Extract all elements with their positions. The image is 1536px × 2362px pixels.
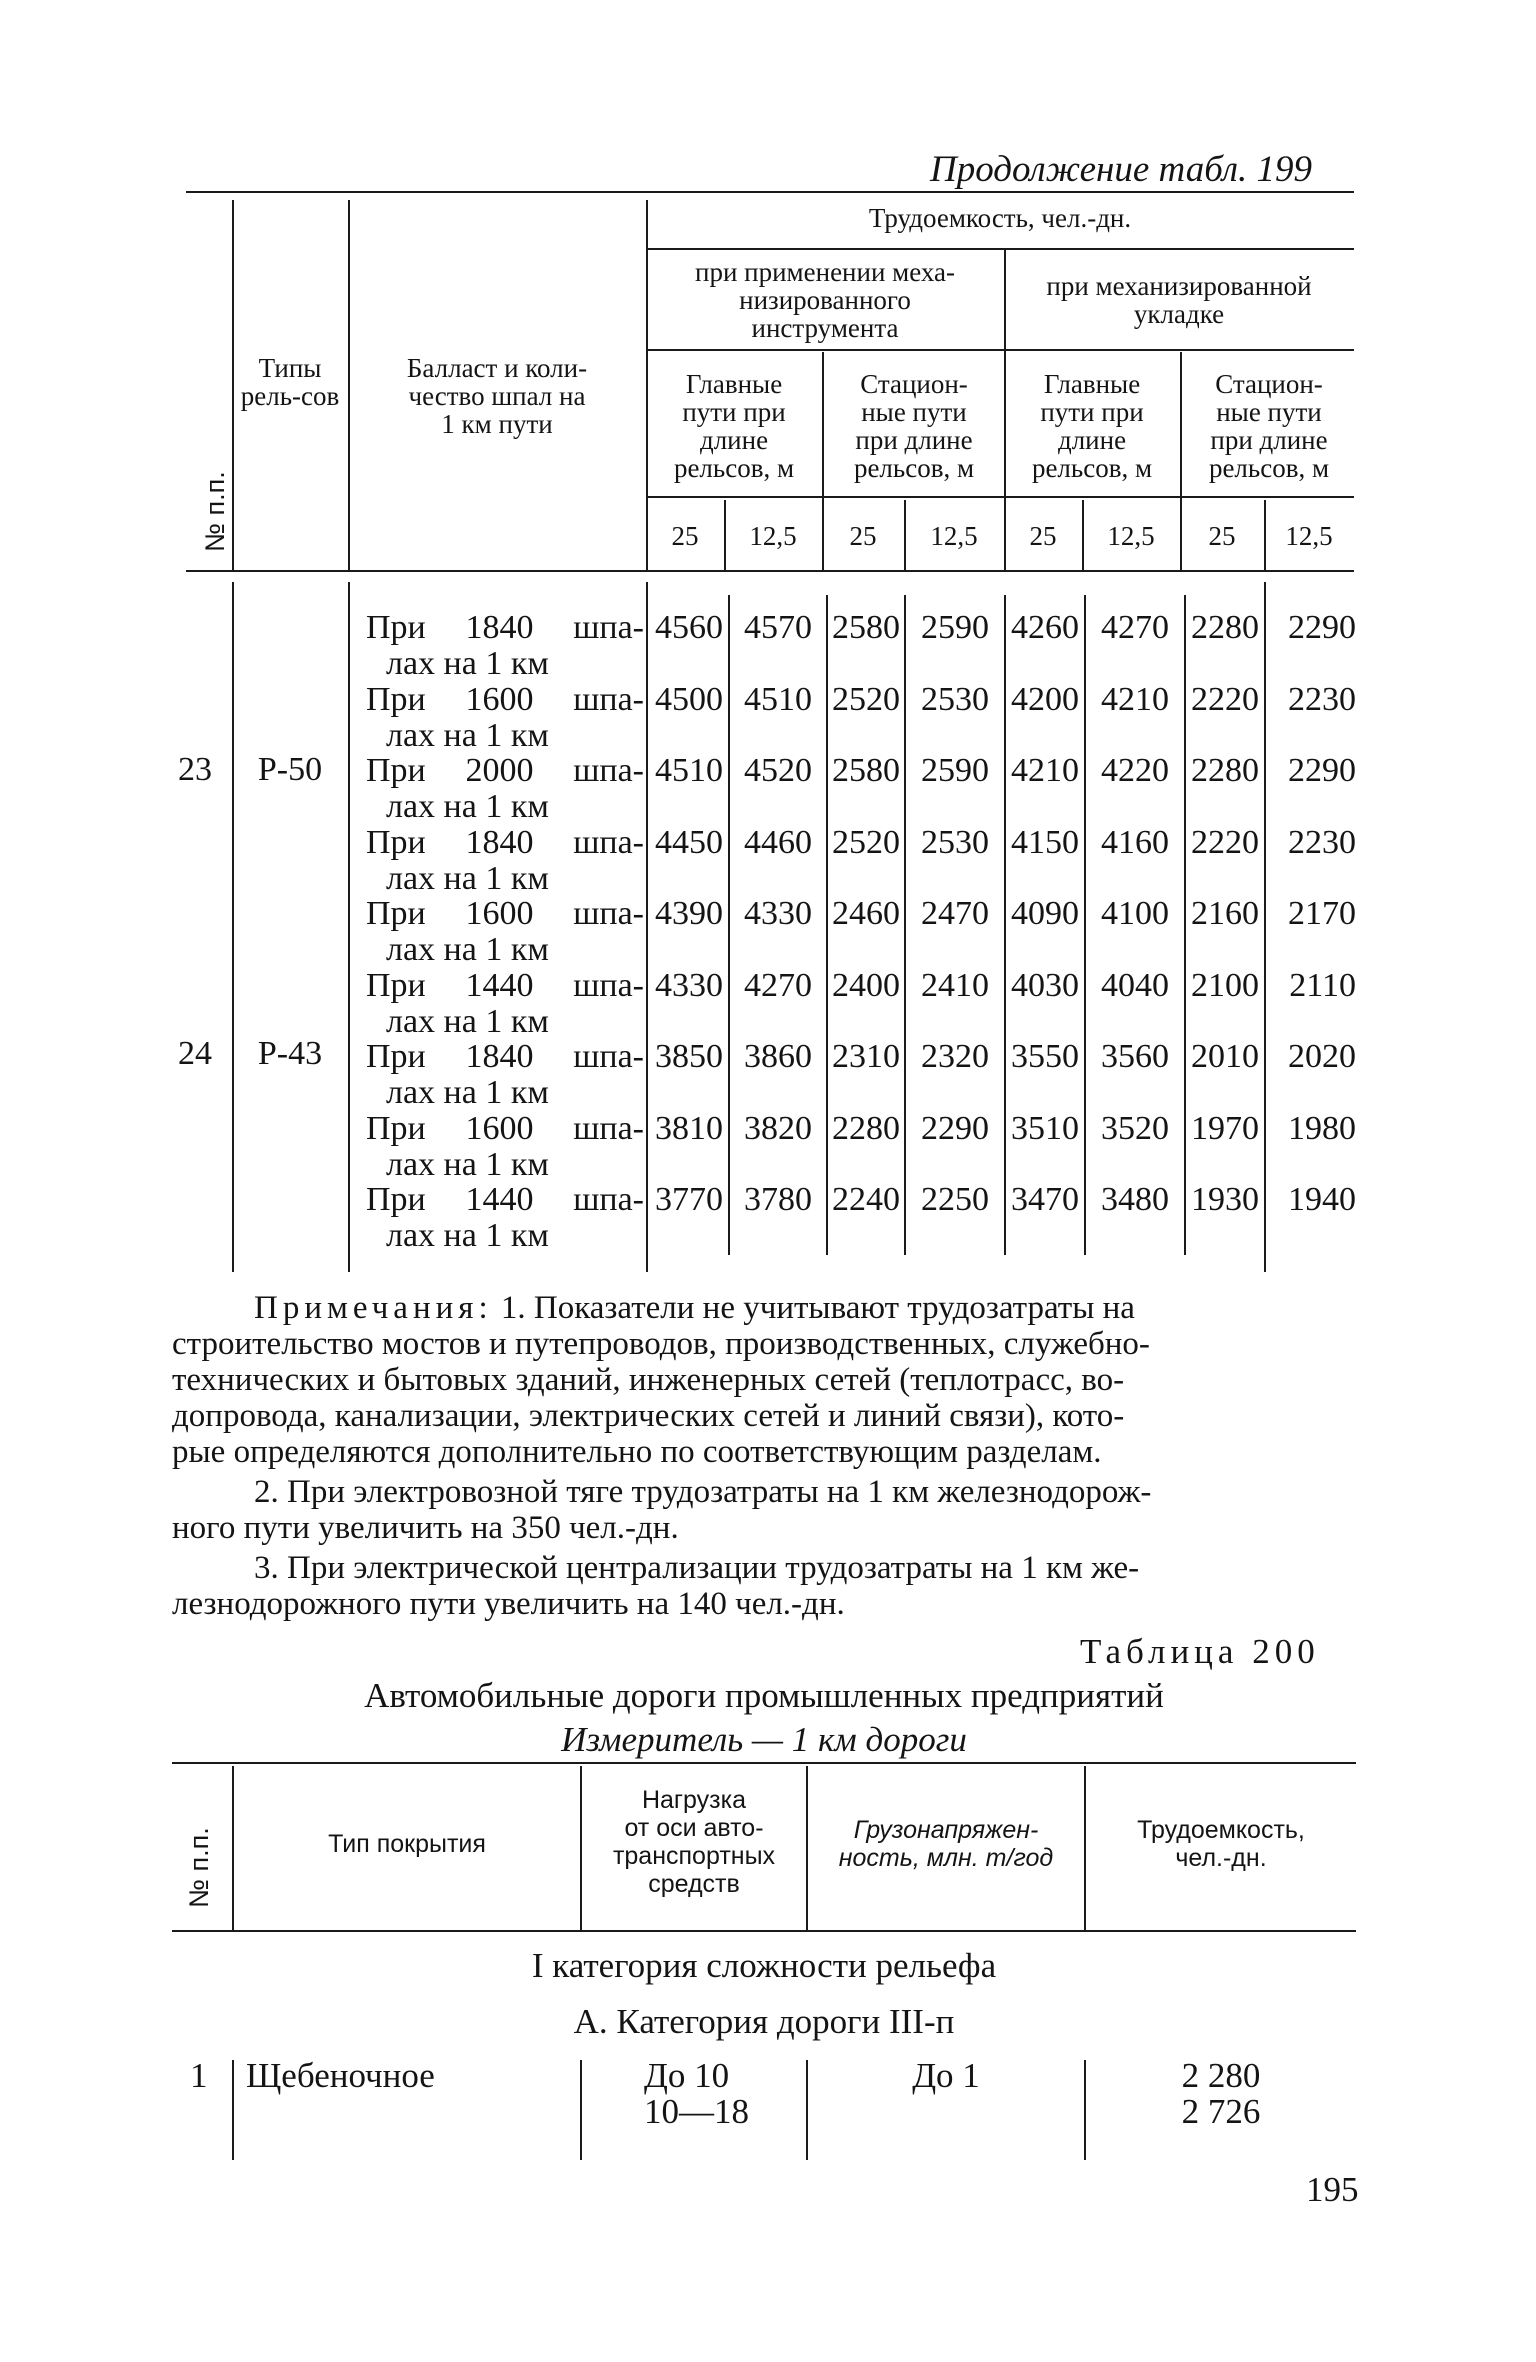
table-cell: 4210 [1101, 680, 1169, 718]
mt1-line-3: длине [699, 425, 769, 455]
t200-header-bottom-rule [172, 1930, 1356, 1932]
table-cell: 3470 [1011, 1181, 1079, 1218]
group1-line-3: инструмента [751, 313, 899, 343]
t200-row-num: 1 [190, 2056, 208, 2095]
t200-cargo-header [808, 1816, 1084, 1872]
note-1-line-3: допровода, канализации, электрических сетей и линий связи), кото- [172, 1398, 1125, 1434]
load-line-1: Нагрузка [641, 1786, 747, 1814]
header-bottom-rule [186, 570, 1354, 572]
ballast-line-2: лах на 1 км [386, 788, 549, 825]
table-cell: 2290 [1288, 609, 1356, 646]
v-body-1 [232, 582, 234, 1272]
note-1-text: 1. Показатели не учитывают трудозатраты на [500, 1290, 1135, 1326]
header-rule-1 [646, 248, 1354, 250]
mt1-line-4: рельсов, м [673, 453, 795, 483]
note-1-line-2: технических и бытовых зданий, инженерных сетей (теплотрасс, во- [172, 1362, 1125, 1398]
ballast-line-1: Балласт и коли- [406, 353, 588, 383]
note-1-line-1: строительство мостов и путепроводов, производственных, служебно- [172, 1326, 1150, 1362]
mt2-line-4: рельсов, м [1031, 453, 1153, 483]
len-8: 12,5 [1285, 521, 1333, 551]
ballast-cell [366, 896, 644, 968]
table-cell: 4330 [655, 966, 723, 1004]
notes-label: Примечания: [254, 1290, 493, 1326]
load-line-2: от оси авто- [624, 1814, 764, 1842]
table-200-title: Автомобильные дороги промышленных предприятий [364, 1676, 1164, 1715]
note-2-line-2: ного пути увеличить на 350 чел.-дн. [172, 1510, 679, 1546]
ballast-line-3: 1 км пути [441, 409, 553, 439]
mt1-line-2: пути при [682, 397, 786, 427]
table-cell: 2280 [1191, 752, 1259, 789]
table-cell: 3560 [1101, 1038, 1169, 1075]
ballast-line-1: При 1600 шпа- [366, 895, 644, 932]
len-2: 12,5 [749, 521, 797, 551]
st1-line-3: при длине [855, 425, 973, 455]
ballast-line-1: При 1600 шпа- [366, 1109, 644, 1147]
mt2-line-3: длине [1057, 425, 1127, 455]
t200-load-header [582, 1786, 806, 1898]
continuation-title: Продолжение табл. 199 [930, 149, 1313, 190]
ballast-line-2: лах на 1 км [386, 716, 549, 754]
table-cell: 4150 [1011, 823, 1079, 861]
st2-line-1: Стацион- [1215, 369, 1323, 399]
table-cell: 2280 [832, 1109, 900, 1147]
t200-row-coating: Щебеночное [246, 2056, 435, 2095]
table-cell: 2010 [1191, 1038, 1259, 1075]
ballast-line-1: При 1440 шпа- [366, 1181, 644, 1218]
table-cell: 1970 [1191, 1109, 1259, 1147]
table-cell: 2400 [832, 966, 900, 1004]
st2-line-3: при длине [1210, 425, 1328, 455]
ballast-line-2: лах на 1 км [386, 1074, 549, 1111]
table-cell: 4030 [1011, 966, 1079, 1004]
table-cell: 4270 [744, 966, 812, 1004]
len-1: 25 [671, 521, 699, 551]
table-cell: 4200 [1011, 680, 1079, 718]
page-number: 195 [1306, 2170, 1359, 2209]
cargo-line-2: ность, млн. т/год [838, 1844, 1054, 1872]
note-3-line-1: 3. При электрической централизации трудозатраты на 1 км же- [254, 1550, 1140, 1586]
ballast-line-1: При 2000 шпа- [366, 752, 644, 789]
station-tracks-header-2 [1184, 370, 1354, 482]
group-mechanized-tools [646, 258, 1004, 342]
len-4: 12,5 [930, 521, 978, 551]
len-5: 25 [1029, 521, 1057, 551]
table-cell: 3770 [655, 1181, 723, 1218]
ballast-line-1: При 1840 шпа- [366, 609, 644, 646]
ballast-cell [366, 968, 644, 1040]
col-ballast-header [350, 354, 644, 438]
header-rule-2 [646, 349, 1354, 351]
ballast-cell [366, 610, 644, 682]
table-cell: 3860 [744, 1038, 812, 1075]
group2-line-2: укладке [1133, 299, 1225, 329]
ballast-line-2: лах на 1 км [386, 1145, 549, 1183]
ballast-cell [366, 1111, 644, 1183]
table-cell: 4330 [744, 895, 812, 932]
st2-line-4: рельсов, м [1208, 453, 1330, 483]
st1-line-4: рельсов, м [853, 453, 975, 483]
table-cell: 4270 [1101, 609, 1169, 646]
table-cell: 4460 [744, 823, 812, 861]
t200-row-labor [1086, 2058, 1356, 2130]
row-load-1: До 10 [644, 2056, 730, 2095]
row-labor-1: 2 280 [1181, 2056, 1261, 2095]
ballast-cell [366, 825, 644, 897]
ballast-line-1: При 1440 шпа- [366, 966, 644, 1004]
table-cell: 4090 [1011, 895, 1079, 932]
t200-row-cargo: До 1 [912, 2056, 980, 2095]
v-hdr-1 [232, 200, 234, 570]
labor-header: Трудоемкость, чел.-дн. [868, 203, 1132, 233]
note-1-first [172, 1290, 1356, 1326]
table-cell: 3780 [744, 1181, 812, 1218]
table-cell: 4160 [1101, 823, 1169, 861]
main-tracks-header-1 [648, 370, 820, 482]
col-rail-type-header [236, 354, 344, 410]
notes [172, 1290, 1356, 1622]
ballast-cell [366, 753, 644, 825]
table-cell: 2580 [832, 752, 900, 789]
table-cell: 4520 [744, 752, 812, 789]
ballast-line-2: лах на 1 км [386, 859, 549, 897]
t200-body-v-1 [232, 2060, 234, 2160]
table-cell: 2530 [921, 823, 989, 861]
ballast-line-2: чество шпал на [408, 381, 586, 411]
t200-labor-line-2: чел.-дн. [1175, 1844, 1267, 1872]
ballast-line-1: При 1600 шпа- [366, 680, 644, 718]
table-cell: 2590 [921, 752, 989, 789]
table-cell: 1980 [1288, 1109, 1356, 1147]
table-cell: 2520 [832, 680, 900, 718]
table-cell: 3810 [655, 1109, 723, 1147]
table-cell: 4260 [1011, 609, 1079, 646]
group1-line-2: низированного [739, 285, 911, 315]
ballast-line-2: лах на 1 км [386, 1217, 549, 1254]
group1-line-1: при применении меха- [695, 257, 955, 287]
table-cell: 2220 [1191, 823, 1259, 861]
row-labor-2: 2 726 [1181, 2092, 1261, 2131]
table-cell: 3550 [1011, 1038, 1079, 1075]
table-cell: 2520 [832, 823, 900, 861]
table-cell: 2280 [1191, 609, 1259, 646]
st2-line-2: ные пути [1216, 397, 1322, 427]
t200-section: I категория сложности рельефа [531, 1946, 997, 1985]
mt1-line-1: Главные [685, 369, 783, 399]
table-cell: 4500 [655, 680, 723, 718]
table-cell: 3510 [1011, 1109, 1079, 1147]
v-body-2 [348, 582, 350, 1272]
group2-line-1: при механизированной [1046, 271, 1312, 301]
cargo-line-1: Грузонапряжен- [853, 1816, 1039, 1844]
table-cell: 4510 [655, 752, 723, 789]
ballast-line-2: лах на 1 км [386, 1002, 549, 1040]
table-cell: 2110 [1289, 966, 1356, 1004]
table-cell: 2310 [832, 1038, 900, 1075]
col-num-header: № п.п. [200, 471, 230, 552]
t200-coating-header: Тип покрытия [328, 1830, 486, 1858]
table-cell: 4450 [655, 823, 723, 861]
mt2-line-1: Главные [1043, 369, 1141, 399]
table-top-rule [186, 191, 1354, 193]
note-1-line-4: рые определяются дополнительно по соответствующим разделам. [172, 1434, 1102, 1470]
row-load-2: 10—18 [644, 2092, 749, 2131]
table-cell: 2230 [1288, 680, 1356, 718]
group-23-rail: Р-50 [257, 751, 323, 788]
ballast-cell [366, 682, 644, 754]
table-cell: 2290 [1288, 752, 1356, 789]
table-cell: 3520 [1101, 1109, 1169, 1147]
table-cell: 4100 [1101, 895, 1169, 932]
t200-top-rule [172, 1762, 1356, 1764]
table-cell: 2470 [921, 895, 989, 932]
t200-body-v-2 [580, 2060, 582, 2160]
table-cell: 2410 [921, 966, 989, 1004]
len-3: 25 [849, 521, 877, 551]
table-cell: 2580 [832, 609, 900, 646]
ballast-cell [366, 1039, 644, 1111]
rail-type-label: Типы рель-сов [240, 353, 340, 411]
st1-line-1: Стацион- [860, 369, 968, 399]
main-tracks-header-2 [1006, 370, 1178, 482]
table-cell: 1940 [1288, 1181, 1356, 1218]
table-cell: 3480 [1101, 1181, 1169, 1218]
table-cell: 1930 [1191, 1181, 1259, 1218]
table-cell: 4570 [744, 609, 812, 646]
table-cell: 4510 [744, 680, 812, 718]
table-cell: 2100 [1191, 966, 1259, 1004]
table-cell: 3820 [744, 1109, 812, 1147]
t200-num-header: № п.п. [184, 1827, 214, 1908]
t200-row-load [644, 2058, 749, 2130]
station-tracks-header-1 [826, 370, 1002, 482]
load-line-4: средств [648, 1870, 740, 1898]
table-200-label: Таблица 200 [1080, 1632, 1320, 1671]
table-cell: 2290 [921, 1109, 989, 1147]
table-cell: 2460 [832, 895, 900, 932]
table-cell: 4210 [1011, 752, 1079, 789]
table-cell: 4390 [655, 895, 723, 932]
len-7: 25 [1208, 521, 1236, 551]
table-cell: 2220 [1191, 680, 1259, 718]
table-cell: 3850 [655, 1038, 723, 1075]
group-24-num: 24 [178, 1035, 212, 1072]
t200-subsection: А. Категория дороги III-п [573, 2002, 955, 2041]
header-rule-3 [646, 496, 1354, 498]
ballast-line-2: лах на 1 км [386, 931, 549, 968]
load-line-3: транспортных [612, 1842, 776, 1870]
table-cell: 2170 [1288, 895, 1356, 932]
t200-labor-line-1: Трудоемкость, [1137, 1816, 1305, 1844]
note-3-line-2: лезнодорожного пути увеличить на 140 чел.-дн. [172, 1586, 845, 1622]
note-2-line-1: 2. При электровозной тяге трудозатраты на 1 км железнодорож- [254, 1474, 1152, 1510]
len-6: 12,5 [1107, 521, 1155, 551]
ballast-line-1: При 1840 шпа- [366, 823, 644, 861]
table-cell: 4040 [1101, 966, 1169, 1004]
table-200-measure: Измеритель — 1 км дороги [561, 1720, 967, 1759]
ballast-line-2: лах на 1 км [386, 645, 549, 682]
table-cell: 2230 [1288, 823, 1356, 861]
ballast-line-1: При 1840 шпа- [366, 1038, 644, 1075]
t200-labor-header [1086, 1816, 1356, 1872]
group-mechanized-laying [1004, 272, 1354, 328]
table-cell: 4560 [655, 609, 723, 646]
mt2-line-2: пути при [1040, 397, 1144, 427]
table-cell: 4220 [1101, 752, 1169, 789]
table-cell: 2530 [921, 680, 989, 718]
v-body-3 [646, 582, 648, 1272]
table-cell: 2020 [1288, 1038, 1356, 1075]
table-cell: 2590 [921, 609, 989, 646]
st1-line-2: ные пути [861, 397, 967, 427]
group-23-num: 23 [178, 751, 212, 788]
group-24-rail: Р-43 [257, 1035, 323, 1072]
table-cell: 2320 [921, 1038, 989, 1075]
ballast-cell [366, 1182, 644, 1254]
table-cell: 2250 [921, 1181, 989, 1218]
table-cell: 2160 [1191, 895, 1259, 932]
table-cell: 2240 [832, 1181, 900, 1218]
